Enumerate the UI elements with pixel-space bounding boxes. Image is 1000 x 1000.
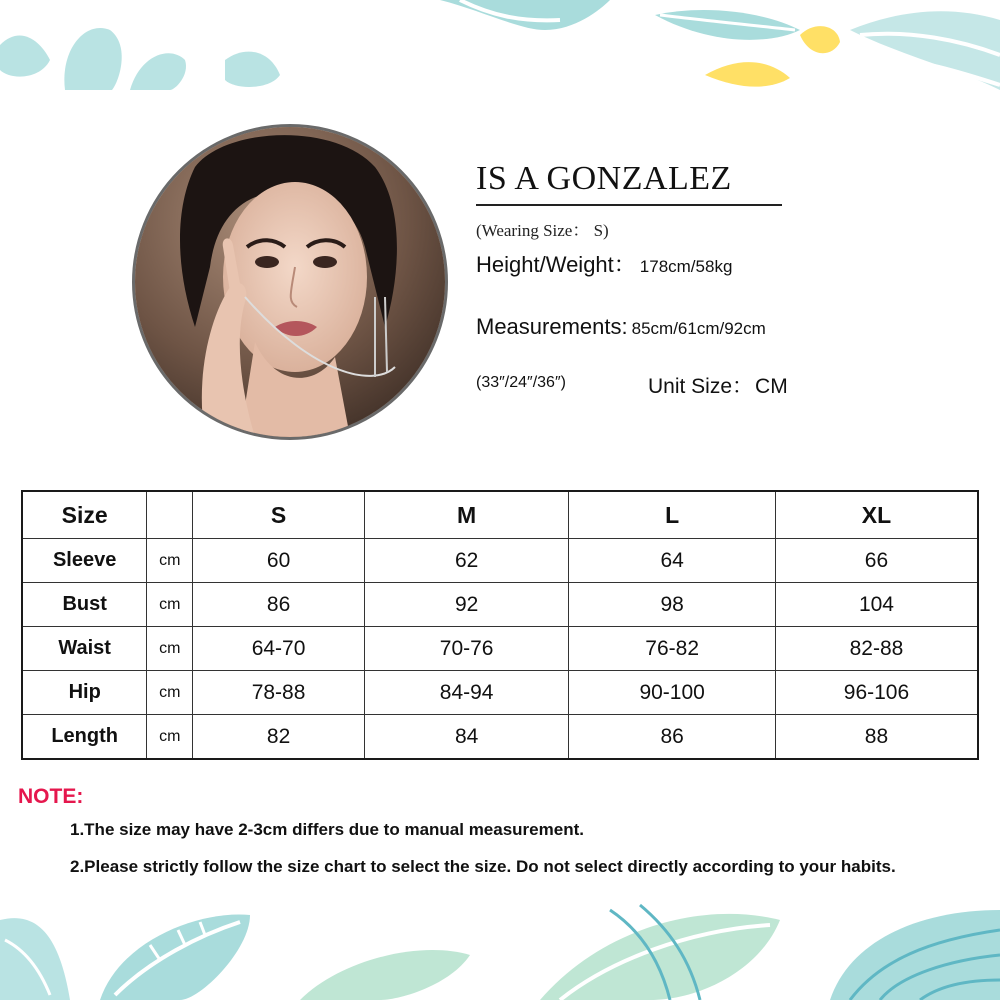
cell-value: 78-88 bbox=[193, 671, 365, 715]
note-line-2: 2.Please strictly follow the size chart to select the size. Do not select directly according to your habits. bbox=[70, 857, 896, 876]
cell-value: 84 bbox=[364, 715, 569, 760]
model-portrait-image bbox=[132, 124, 448, 440]
header-size-label: Size bbox=[22, 491, 147, 539]
row-label: Bust bbox=[22, 583, 147, 627]
cell-value: 90-100 bbox=[569, 671, 776, 715]
measurements-row bbox=[476, 314, 766, 340]
table-row-length bbox=[22, 715, 978, 760]
row-unit: cm bbox=[147, 715, 193, 760]
cell-value: 76-82 bbox=[569, 627, 776, 671]
cell-value: 66 bbox=[775, 539, 978, 583]
cell-value: 92 bbox=[364, 583, 569, 627]
row-label: Hip bbox=[22, 671, 147, 715]
cell-value: 70-76 bbox=[364, 627, 569, 671]
unit-size-row bbox=[648, 370, 788, 400]
cell-value: 62 bbox=[364, 539, 569, 583]
cell-value: 86 bbox=[569, 715, 776, 760]
header-unit-blank bbox=[147, 491, 193, 539]
row-label: Waist bbox=[22, 627, 147, 671]
wearing-size-text: (Wearing Size： S) bbox=[476, 221, 609, 240]
cell-value: 96-106 bbox=[775, 671, 978, 715]
cell-value: 60 bbox=[193, 539, 365, 583]
table-row-sleeve bbox=[22, 539, 978, 583]
row-unit: cm bbox=[147, 627, 193, 671]
cell-value: 86 bbox=[193, 583, 365, 627]
measurements-label: Measurements: bbox=[476, 314, 628, 339]
measurements-value: 85cm/61cm/92cm bbox=[631, 319, 766, 338]
cell-value: 98 bbox=[569, 583, 776, 627]
cell-value: 84-94 bbox=[364, 671, 569, 715]
height-weight-value: 178cm/58kg bbox=[639, 257, 733, 276]
cell-value: 64-70 bbox=[193, 627, 365, 671]
table-row-waist bbox=[22, 627, 978, 671]
row-unit: cm bbox=[147, 583, 193, 627]
cell-value: 82 bbox=[193, 715, 365, 760]
bottom-leaf-decoration bbox=[0, 900, 1000, 1000]
header-size-m: M bbox=[364, 491, 569, 539]
cell-value: 82-88 bbox=[775, 627, 978, 671]
note-title: NOTE: bbox=[18, 785, 84, 808]
table-header-row bbox=[22, 491, 978, 539]
height-weight-row bbox=[476, 248, 732, 279]
cell-value: 88 bbox=[775, 715, 978, 760]
unit-size-value: CM bbox=[755, 375, 788, 398]
size-chart-table bbox=[21, 490, 979, 760]
unit-size-label: Unit Size： bbox=[648, 375, 754, 398]
cell-value: 64 bbox=[569, 539, 776, 583]
measurements-inches-text: (33″/24″/36″) bbox=[476, 374, 566, 391]
top-leaf-decoration bbox=[0, 0, 1000, 90]
note-line-1: 1.The size may have 2-3cm differs due to manual measurement. bbox=[70, 820, 584, 839]
cell-value: 104 bbox=[775, 583, 978, 627]
model-name-heading: IS A GONZALEZ bbox=[476, 160, 782, 206]
row-unit: cm bbox=[147, 671, 193, 715]
header-size-l: L bbox=[569, 491, 776, 539]
header-size-s: S bbox=[193, 491, 365, 539]
row-label: Length bbox=[22, 715, 147, 760]
height-weight-label: Height/Weight： bbox=[476, 252, 636, 277]
row-unit: cm bbox=[147, 539, 193, 583]
table-row-hip bbox=[22, 671, 978, 715]
header-size-xl: XL bbox=[775, 491, 978, 539]
table-row-bust bbox=[22, 583, 978, 627]
row-label: Sleeve bbox=[22, 539, 147, 583]
